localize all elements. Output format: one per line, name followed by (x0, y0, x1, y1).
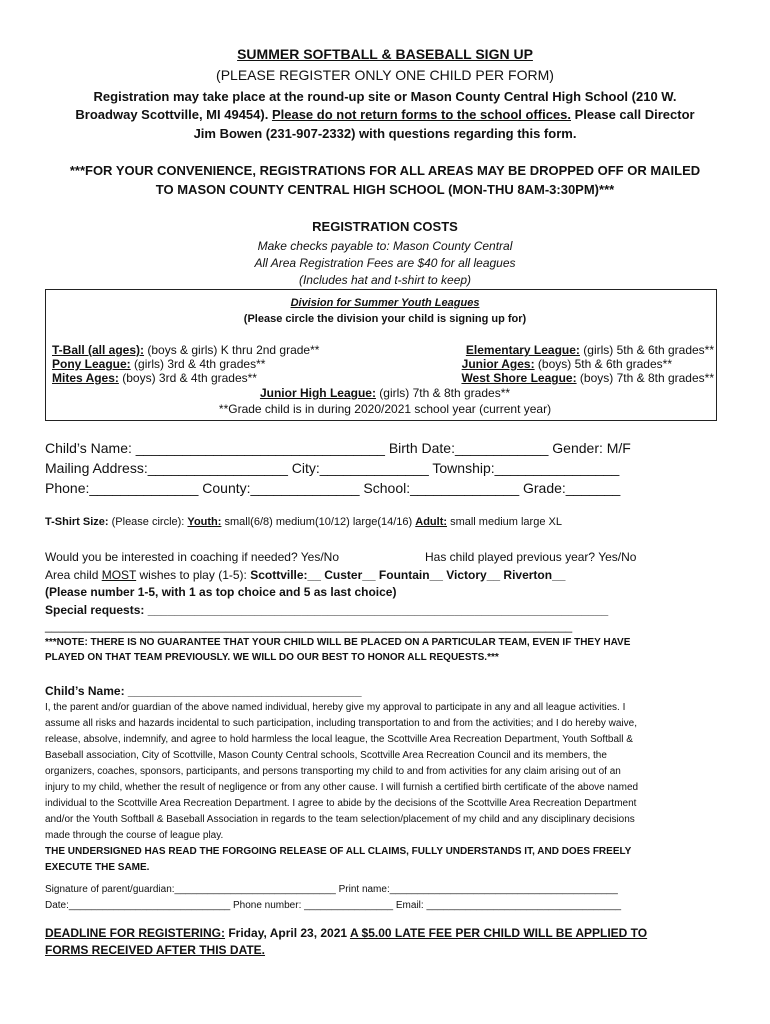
costs-heading: REGISTRATION COSTS (312, 219, 458, 234)
special-requests-field[interactable]: Special requests: _____________________________________________________________________ (45, 603, 609, 617)
division-heading: Division for Summer Youth Leagues (290, 297, 480, 309)
division-mites[interactable]: Mites Ages: (boys) 3rd & 4th grades** (52, 371, 257, 385)
form-subtitle: (PLEASE REGISTER ONLY ONE CHILD PER FORM) (216, 67, 554, 83)
release-acknowledgement-line2: EXECUTE THE SAME. (45, 862, 150, 873)
division-instruction: (Please circle the division your child is signing up for) (243, 313, 527, 325)
played-previous-question[interactable]: Has child played previous year? Yes/No (425, 550, 637, 564)
child-name-birthdate-gender-field[interactable]: Child’s Name: ________________________________ Birth Date:____________ Gender: M/F (45, 440, 631, 456)
signature-printname-field[interactable]: Signature of parent/guardian:_____________________________ Print name:_________________________________________ (45, 884, 618, 895)
release-acknowledgement-line1: THE UNDERSIGNED HAS READ THE FORGOING RELEASE OF ALL CLAIMS, FULLY UNDERSTANDS IT, AND DOES FREELY (45, 846, 632, 857)
registration-info-line3: Jim Bowen (231-907-2332) with questions regarding this form. (193, 126, 577, 141)
division-tball[interactable]: T-Ball (all ages): (boys & girls) K thru 2nd grade** (52, 343, 320, 357)
address-city-township-field[interactable]: Mailing Address:__________________ City:______________ Township:________________ (45, 460, 620, 476)
division-west-shore[interactable]: West Shore League: (boys) 7th & 8th grades** (461, 371, 714, 385)
number-instruction: (Please number 1-5, with 1 as top choice and 5 as last choice) (45, 585, 397, 599)
registration-info-line1: Registration may take place at the round-up site or Mason County Central High School (210 W. (93, 89, 677, 104)
convenience-line2: TO MASON COUNTY CENTRAL HIGH SCHOOL (MON-THU 8AM-3:30PM)*** (155, 182, 615, 197)
costs-payable: Make checks payable to: Mason County Central (257, 239, 513, 253)
convenience-line1: ***FOR YOUR CONVENIENCE, REGISTRATIONS FOR ALL AREAS MAY BE DROPPED OFF OR MAILED (69, 163, 701, 178)
deadline-line1: DEADLINE FOR REGISTERING: Friday, April 23, 2021 A $5.00 LATE FEE PER CHILD WILL BE APPLIED TO (45, 926, 648, 940)
no-guarantee-note-line2: PLAYED ON THAT TEAM PREVIOUSLY. WE WILL DO OUR BEST TO HONOR ALL REQUESTS.*** (45, 652, 499, 663)
do-not-return-note: Please do not return forms to the school offices. (271, 107, 571, 122)
location-preference-row[interactable]: Area child MOST wishes to play (1-5): Scottville:__ Custer__ Fountain__ Victory__ Riverton__ (45, 568, 566, 582)
grade-note: **Grade child is in during 2020/2021 school year (current year) (218, 402, 552, 416)
division-pony[interactable]: Pony League: (girls) 3rd & 4th grades** (52, 357, 266, 371)
costs-fees: All Area Registration Fees are $40 for all leagues (254, 256, 516, 270)
division-junior-high[interactable]: Junior High League: (girls) 7th & 8th grades** (259, 386, 511, 400)
date-phone-email-field[interactable]: Date:_____________________________ Phone number: ________________ Email: ___________________________________ (45, 900, 622, 911)
tshirt-size-row[interactable]: T-Shirt Size: (Please circle): Youth: small(6/8) medium(10/12) large(14/16) Adult: small medium large XL (45, 516, 562, 528)
release-text-block: I, the parent and/or guardian of the above named individual, hereby give my approval to participate in any and all league activities. I assume all risks and hazards incidental to such participation, including transportation to and from the activities; and I do hereby waive, release, absolve, indemnify, and agree to hold harmless the local league, the Scottville Area Recreation Department, Youth Softball & Baseball association, City of Scottville, Mason County Central schools, Scottville Area Recreation Council and its members, the organizers, coaches, sponsors, participants, and persons transporting my child to and from activities for any claim arising out of an injury to my child, whether the result of negligence or from any other cause. I will furnish a certified birth certificate of the above named individual to the Scottville Area Recreation Department. I agree to abide by the decisions of the Scottville Area Recreation Department and/or the Youth Softball & Baseball Association in regards to the team selection/placement of my child and any disciplinary decisions made through the course of league play. THE UNDERSIGNED HAS READ THE FORGOING RELEASE OF ALL CLAIMS, FULLY UNDERSTANDS IT, AND DOES FREELY EXECUTE THE SAME. (45, 700, 638, 876)
division-elementary[interactable]: Elementary League: (girls) 5th & 6th grades** (465, 343, 714, 357)
coaching-question[interactable]: Would you be interested in coaching if needed? Yes/No (45, 550, 339, 564)
special-requests-line2[interactable]: _______________________________________________________________________________ (45, 619, 573, 633)
form-title: SUMMER SOFTBALL & BASEBALL SIGN UP (237, 46, 533, 62)
costs-includes: (Includes hat and t-shirt to keep) (298, 273, 472, 287)
registration-info-line2: Broadway Scottville, MI 49454). Please do not return forms to the school offices. Please call Director (75, 107, 695, 122)
release-child-name-field[interactable]: Child’s Name: ___________________________________ (45, 684, 362, 698)
phone-county-school-grade-field[interactable]: Phone:______________ County:______________ School:______________ Grade:_______ (45, 480, 621, 496)
deadline-line2: FORMS RECEIVED AFTER THIS DATE. (45, 943, 266, 957)
division-junior-ages[interactable]: Junior Ages: (boys) 5th & 6th grades** (461, 357, 672, 371)
no-guarantee-note-line1: ***NOTE: THERE IS NO GUARANTEE THAT YOUR CHILD WILL BE PLACED ON A PARTICULAR TEAM, EVEN IF THEY HAVE (45, 637, 631, 648)
